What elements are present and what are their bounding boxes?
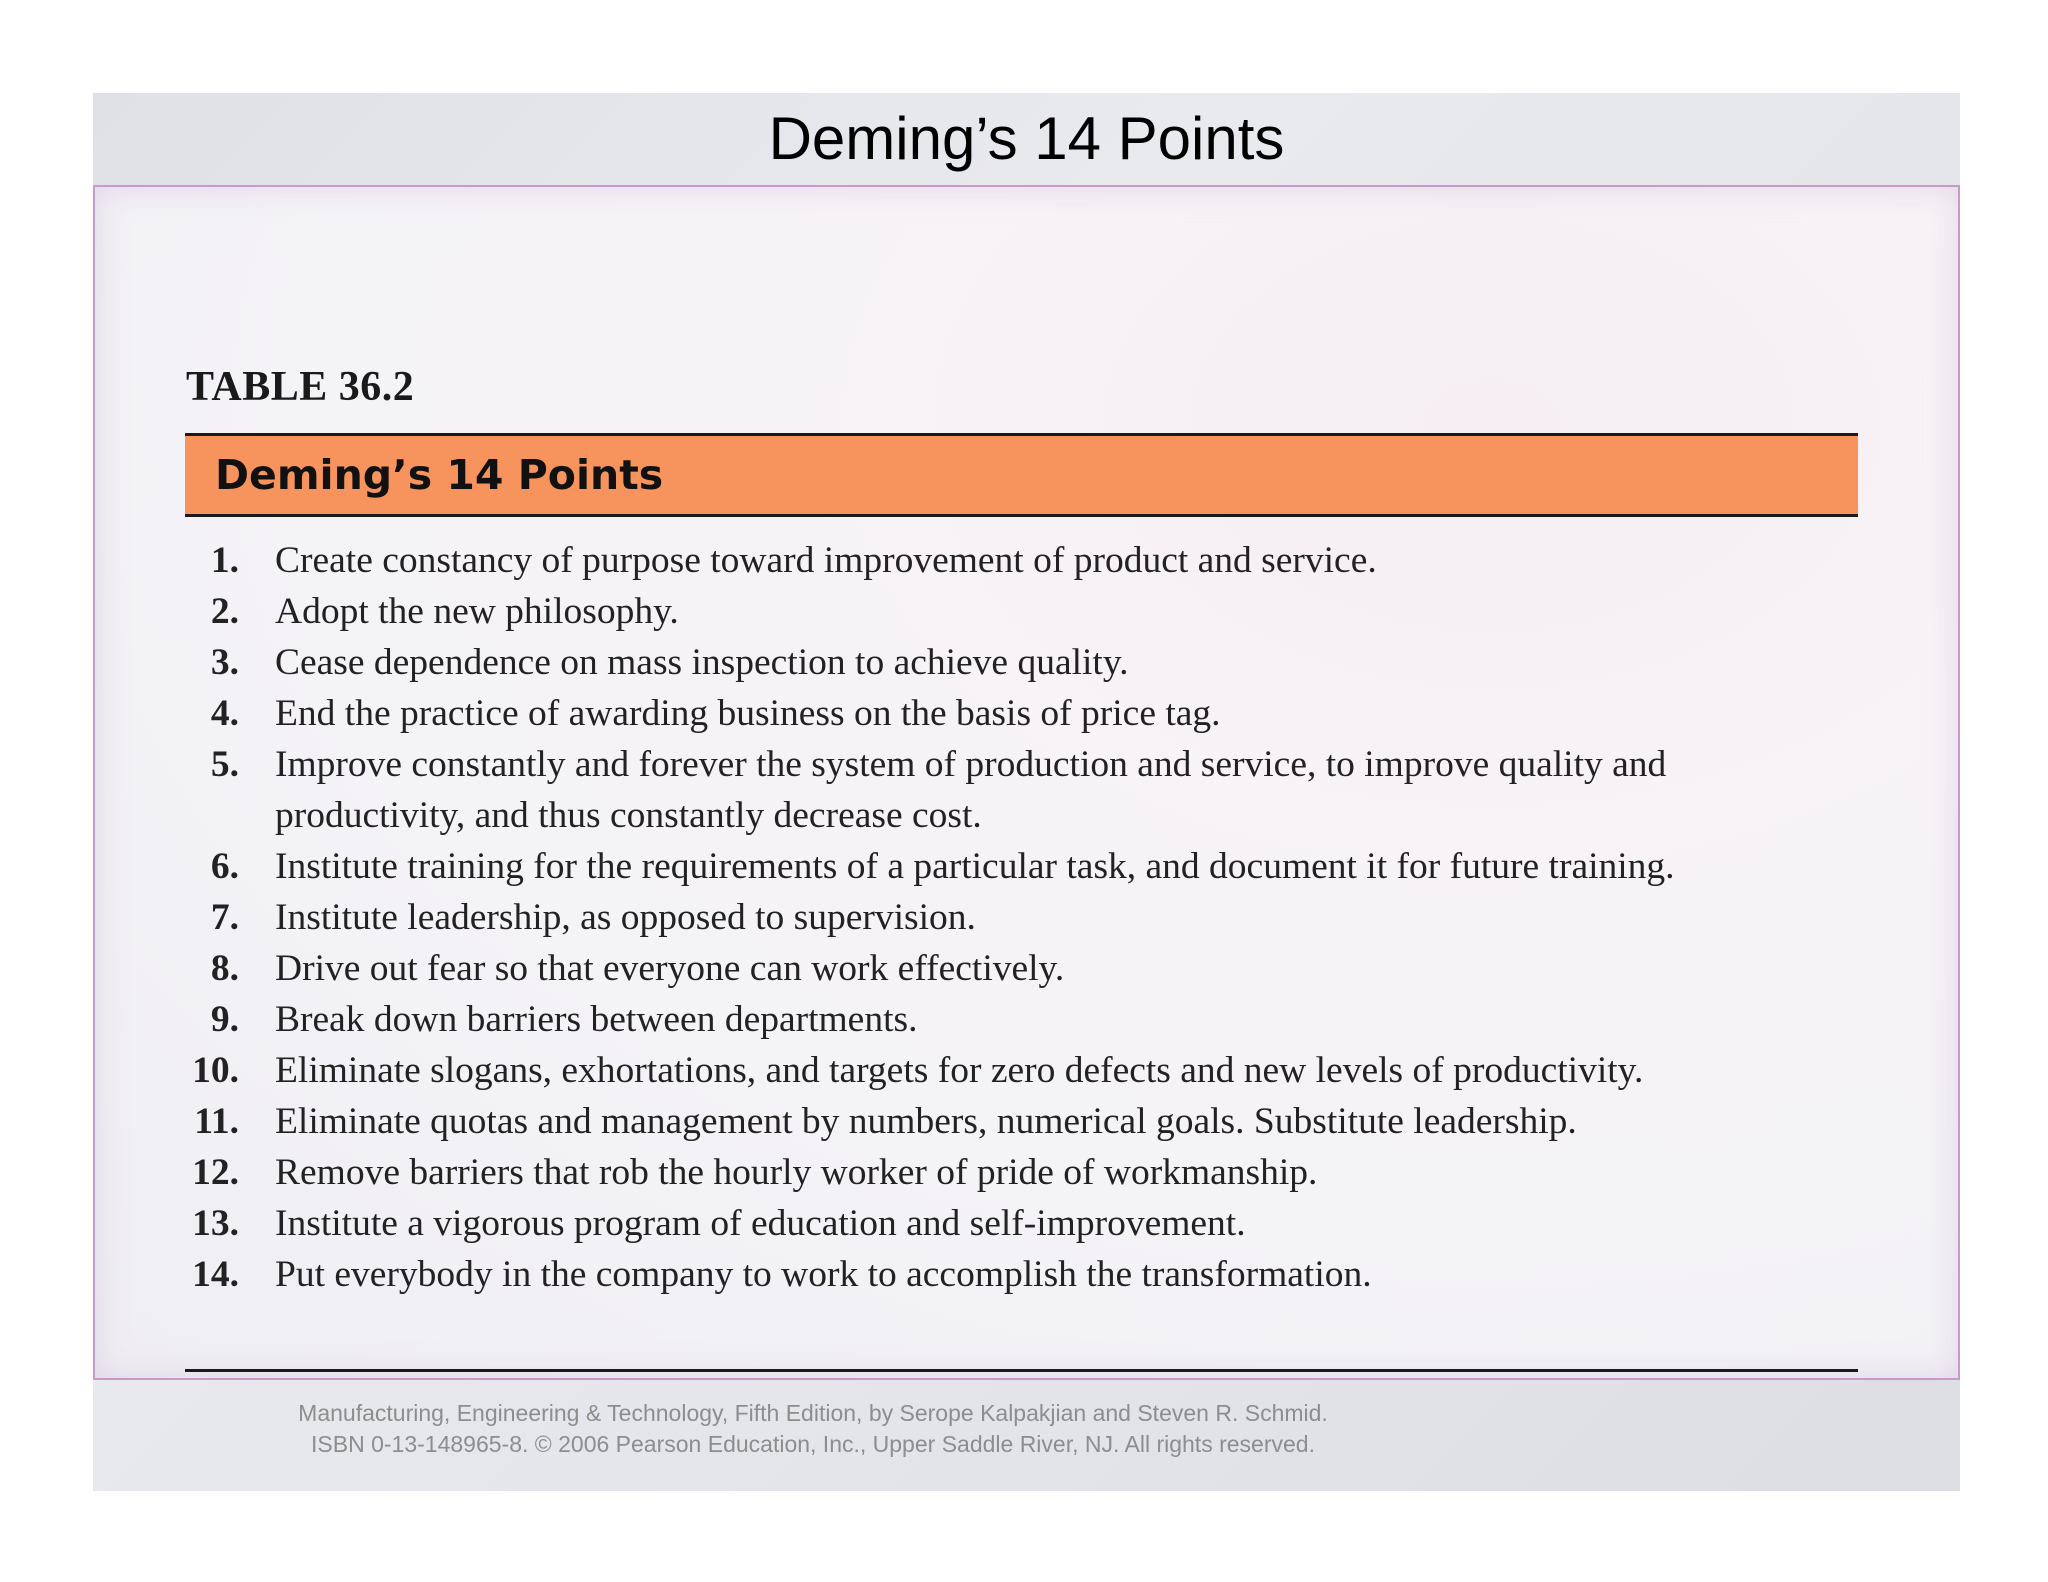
list-item bbox=[185, 1147, 1858, 1198]
list-item bbox=[185, 994, 1858, 1045]
point-number: 10. bbox=[192, 1050, 239, 1091]
point-text: Institute training for the requirements of a particular task, and document it for future training. bbox=[275, 846, 1675, 887]
point-text: Adopt the new philosophy. bbox=[275, 591, 679, 632]
list-item bbox=[185, 841, 1858, 892]
footer-line-2: ISBN 0-13-148965-8. © 2006 Pearson Education, Inc., Upper Saddle River, NJ. All rights reserved. bbox=[311, 1431, 1315, 1457]
point-number: 11. bbox=[194, 1101, 239, 1142]
table-figure bbox=[93, 185, 1960, 1380]
list-item bbox=[185, 943, 1858, 994]
point-number: 2. bbox=[210, 591, 239, 632]
point-number: 4. bbox=[210, 693, 239, 734]
list-item bbox=[185, 586, 1858, 637]
point-text: Put everybody in the company to work to accomplish the transformation. bbox=[275, 1254, 1372, 1295]
point-number: 7. bbox=[210, 897, 239, 938]
point-text: End the practice of awarding business on the basis of price tag. bbox=[275, 693, 1221, 734]
point-text: Institute leadership, as opposed to supervision. bbox=[275, 897, 976, 938]
point-number: 5. bbox=[210, 744, 239, 785]
point-number: 12. bbox=[192, 1152, 239, 1193]
list-item bbox=[185, 1249, 1858, 1300]
list-item bbox=[185, 1198, 1858, 1249]
table-label: TABLE 36.2 bbox=[186, 364, 415, 410]
copyright-footer bbox=[93, 1398, 1533, 1460]
point-text: Remove barriers that rob the hourly worker of pride of workmanship. bbox=[275, 1152, 1318, 1193]
list-item bbox=[185, 637, 1858, 688]
point-text: Eliminate slogans, exhortations, and targets for zero defects and new levels of productivity. bbox=[275, 1050, 1644, 1091]
point-number: 8. bbox=[210, 948, 239, 989]
table-bottom-rule bbox=[185, 1369, 1858, 1372]
list-item bbox=[185, 892, 1858, 943]
point-number: 1. bbox=[210, 540, 239, 581]
point-number: 3. bbox=[210, 642, 239, 683]
slide-title: Deming’s 14 Points bbox=[768, 105, 1285, 172]
list-item bbox=[185, 688, 1858, 739]
point-text: Improve constantly and forever the system of production and service, to improve quality and productivity, and thus constantly decrease cost. bbox=[275, 744, 1667, 836]
point-text: Drive out fear so that everyone can work effectively. bbox=[275, 948, 1065, 989]
points-list bbox=[185, 535, 1858, 1300]
list-item bbox=[185, 535, 1858, 586]
list-item bbox=[185, 739, 1858, 841]
point-number: 14. bbox=[192, 1254, 239, 1295]
list-item bbox=[185, 1096, 1858, 1147]
table-header-title: Deming’s 14 Points bbox=[215, 451, 664, 499]
point-text: Institute a vigorous program of education and self-improvement. bbox=[275, 1203, 1246, 1244]
point-text: Cease dependence on mass inspection to achieve quality. bbox=[275, 642, 1129, 683]
point-number: 9. bbox=[210, 999, 239, 1040]
point-text: Create constancy of purpose toward improvement of product and service. bbox=[275, 540, 1377, 581]
point-text: Eliminate quotas and management by numbers, numerical goals. Substitute leadership. bbox=[275, 1101, 1577, 1142]
point-number: 13. bbox=[192, 1203, 239, 1244]
footer-line-1: Manufacturing, Engineering & Technology, Fifth Edition, by Serope Kalpakjian and Steven R. Schmid. bbox=[298, 1400, 1328, 1426]
table-header-bar bbox=[185, 433, 1858, 517]
point-number: 6. bbox=[210, 846, 239, 887]
slide bbox=[93, 93, 1960, 1491]
list-item bbox=[185, 1045, 1858, 1096]
point-text: Break down barriers between departments. bbox=[275, 999, 918, 1040]
